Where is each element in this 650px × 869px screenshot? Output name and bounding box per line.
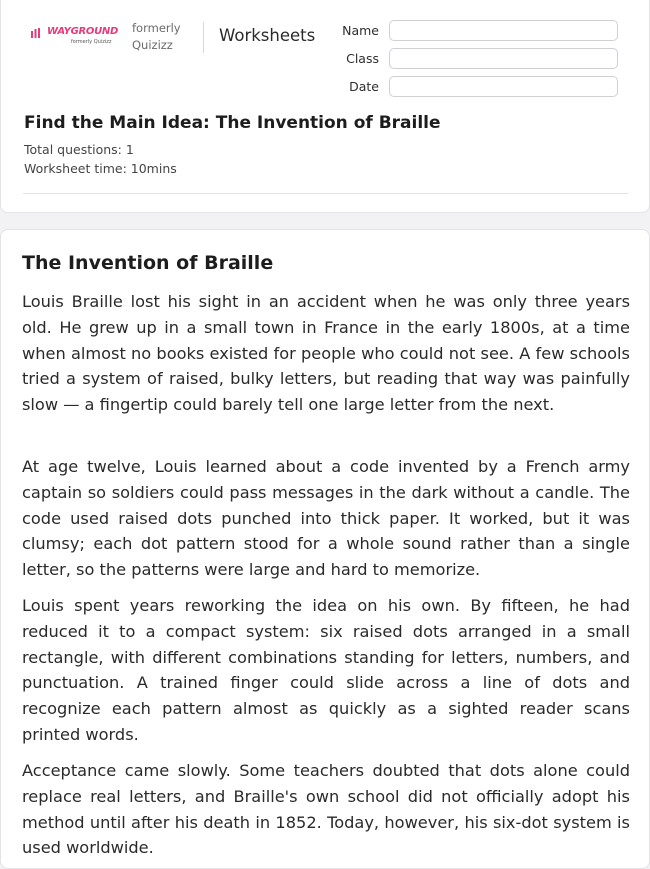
passage-title: The Invention of Braille: [22, 252, 274, 274]
logo-subtext: formerly Quizizz: [71, 39, 112, 45]
formerly-quizizz-note: [132, 20, 192, 54]
date-field[interactable]: [389, 76, 618, 97]
formerly-line-1: formerly: [132, 21, 181, 35]
worksheet-header-card: [0, 0, 650, 213]
wayground-logo: [29, 24, 117, 50]
name-label: Name: [342, 22, 379, 38]
passage-paragraph-4: Acceptance came slowly. Some teachers doubted that dots alone could replace real letters, and Braille's own school did not officially adopt his method until after his death in 1852. Today, however, his six-dot system is used worldwide.: [22, 761, 630, 858]
logo-mark-icon: [31, 28, 45, 38]
class-label: Class: [346, 50, 379, 66]
worksheet-time: Worksheet time: 10mins: [24, 161, 177, 176]
passage-paragraph-2: At age twelve, Louis learned about a code invented by a French army captain so soldiers could pass messages in the dark without a candle. The code used raised dots punched into thick paper. It worked, but it was clumsy; each dot pattern stood for a whole sound rather than a single letter, so the patterns were large and hard to memorize.: [22, 457, 630, 580]
name-field-row: [331, 19, 629, 41]
header-divider: [203, 22, 204, 53]
formerly-line-2: Quizizz: [132, 38, 173, 52]
worksheet-title: Find the Main Idea: The Invention of Braille: [24, 113, 441, 133]
passage-paragraph-3: Louis spent years reworking the idea on his own. By fifteen, he had reduced it to a compact system: six raised dots arranged in a small rectangle, with different combinations standing for letters, numbers, and punctuation. A trained finger could slide across a line of dots and recognize each pattern almost as quickly as a sighted reader scans printed words.: [22, 596, 630, 744]
total-questions: Total questions: 1: [24, 142, 134, 157]
logo-wordmark: WAYGROUND: [47, 26, 119, 37]
header-bottom-divider: [23, 193, 628, 194]
passage-card: [0, 229, 650, 869]
date-label: Date: [349, 78, 379, 94]
name-field[interactable]: [389, 20, 618, 41]
section-label: Worksheets: [219, 26, 316, 45]
date-field-row: [331, 75, 629, 97]
class-field-row: [331, 47, 629, 69]
brand-logo[interactable]: [29, 24, 117, 50]
passage-paragraph-1: Louis Braille lost his sight in an accident when he was only three years old. He grew up in a small town in France in the early 1800s, at a time when almost no books existed for people who could not see. A few schools tried a system of raised, bulky letters, but reading that way was painfully slow — a fingertip could barely tell one large letter from the next.: [22, 292, 630, 415]
class-field[interactable]: [389, 48, 618, 69]
